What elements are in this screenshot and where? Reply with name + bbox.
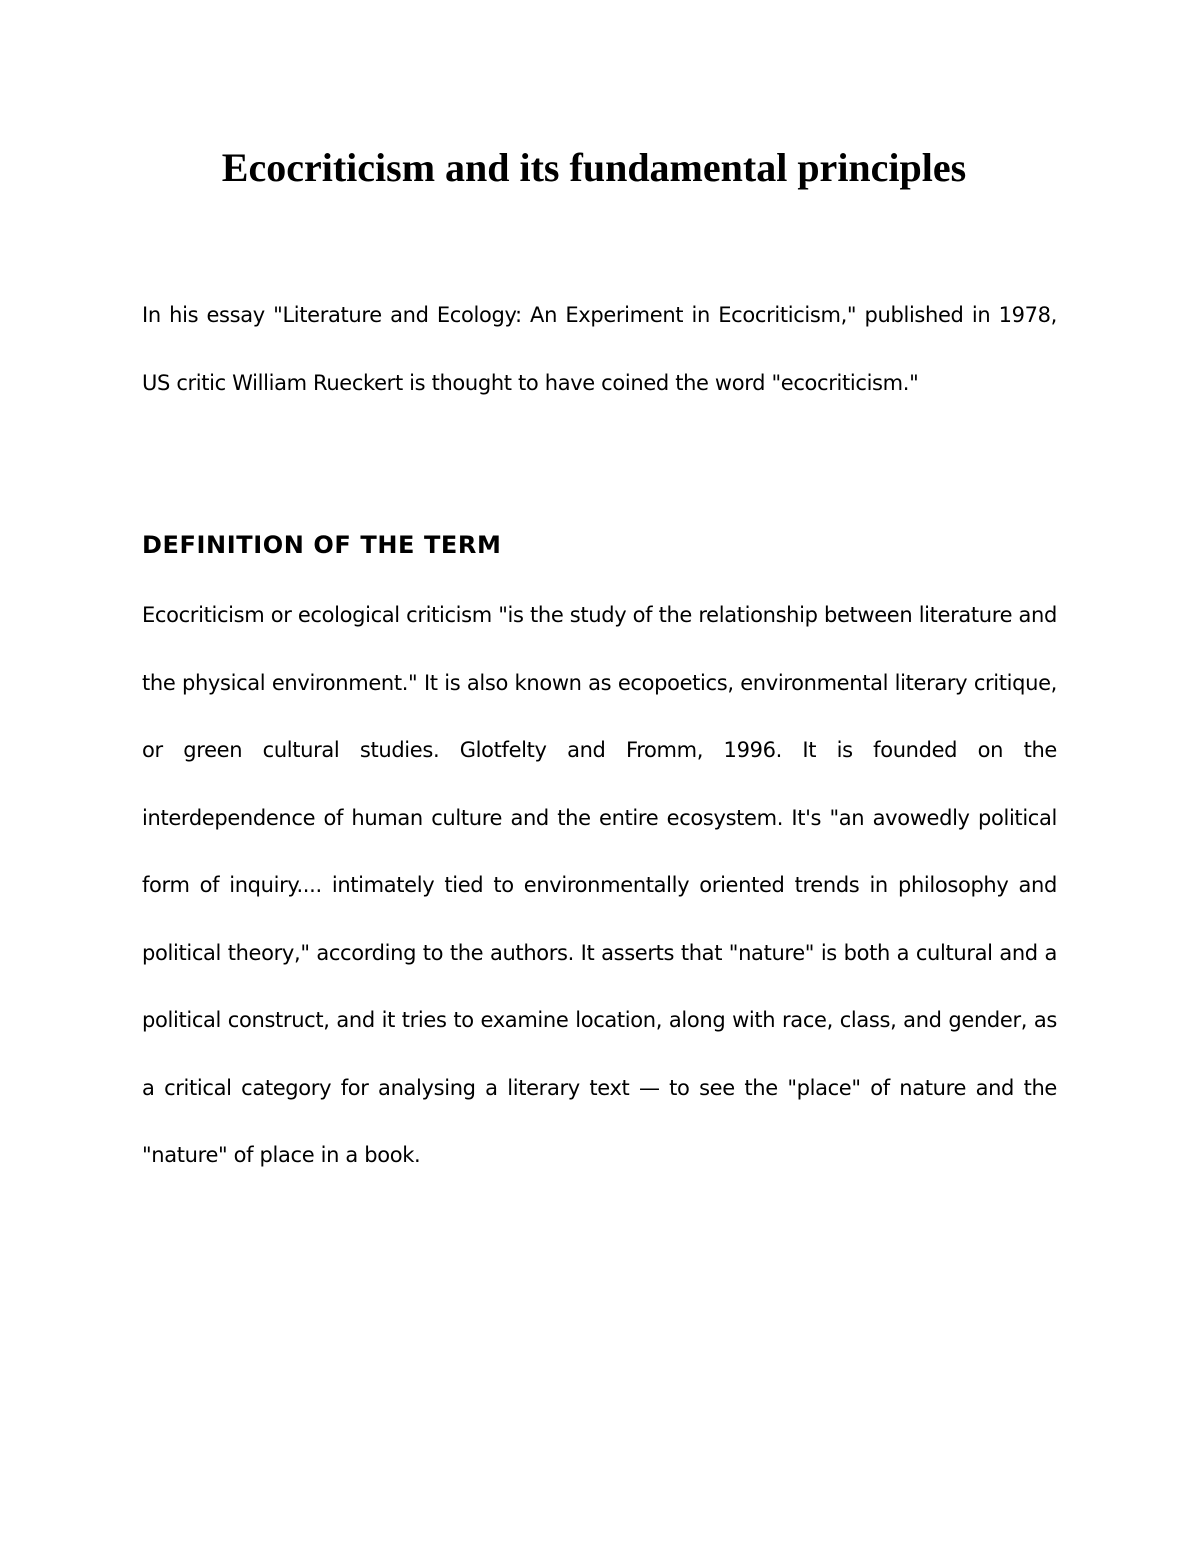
document-title: Ecocriticism and its fundamental principles bbox=[221, 145, 967, 190]
intro-paragraph: In his essay "Literature and Ecology: An Experiment in Ecocriticism," published in 1978, US critic William Rueckert is thought to have coined the word "ecocriticism." bbox=[142, 303, 1057, 395]
section-heading: DEFINITION OF THE TERM bbox=[142, 531, 502, 559]
definition-paragraph: Ecocriticism or ecological criticism "is the study of the relationship between literature and the physical environment." It is also known as ecopoetics, environmental literary critique, or green cultural studies. Glotfelty and Fromm, 1996. It is founded on the interdependence of human culture and the entire ecosystem. It's "an avowedly political form of inquiry.... intimately tied to environmentally oriented trends in philosophy and political theory," according to the authors. It asserts that "nature" is both a cultural and a political construct, and it tries to examine location, along with race, class, and gender, as a critical category for analysing a literary text — to see the "place" of nature and the "nature" of place in a book. bbox=[142, 603, 1057, 1167]
